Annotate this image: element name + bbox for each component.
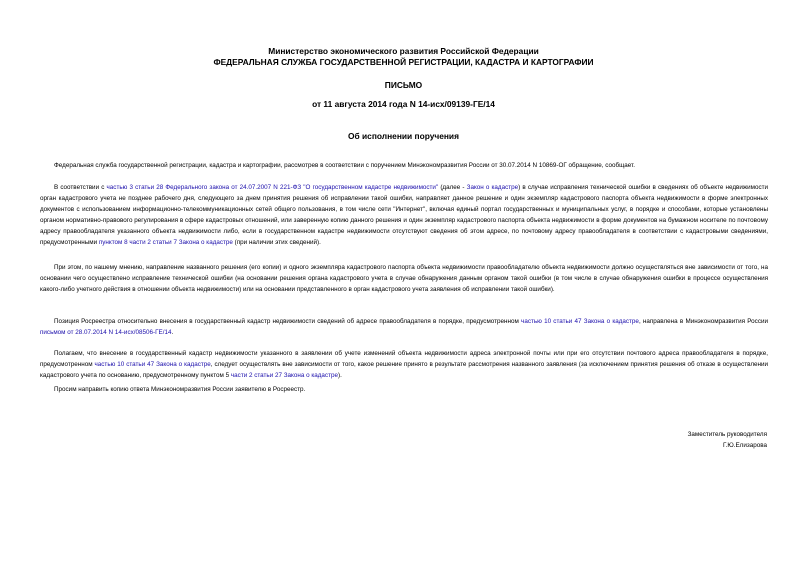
paragraph-request [40,385,768,396]
document-type: ПИСЬМО [384,80,423,90]
law-link-art47[interactable]: частью 10 статьи 47 Закона о кадастре [521,318,639,325]
paragraph-text: , направлена в Минэкономразвития России [638,318,769,325]
paragraph-intro [40,161,768,172]
law-link-art27[interactable]: части 2 статьи 27 Закона о кадастре [230,371,338,379]
document-subject: Об исполнении поручения [348,131,459,141]
signatory-name: Г.Ю.Елизарова [722,441,767,449]
document-date-number: от 11 августа 2014 года N 14-исх/09139-ГЕ/14 [312,99,495,109]
paragraph-text: Федеральная служба государственной регистрации, кадастра и картографии, рассмотрев в соответствии с поручением Минэкономразвития России от 30.07.2014 N 10869-ОГ обращение, сообщает. [54,162,635,169]
signatory-position: Заместитель руководителя [687,431,767,438]
paragraph-opinion [40,263,768,296]
paragraph-text: Позиция Росреестра относительно внесения в государственный кадастр недвижимости сведений об адресе правообладателя в порядке, предусмотренном [54,318,522,325]
paragraph-text: ). [337,371,342,379]
law-link-cadastre-law[interactable]: Закон о кадастре [466,184,519,191]
paragraph-text: Полагаем, что внесение в государственный кадастр недвижимости указанного в заявлении об учете изменений объекта недвижимости адреса электронной почты или при его отсутствии почтового адреса правообладателя в порядке, предусмотренном [40,350,768,368]
law-link-art7[interactable]: пунктом 8 части 2 статьи 7 Закона о кадастре [98,238,233,246]
paragraph-position [40,317,768,339]
paragraph-text: . [171,328,174,336]
paragraph-technical-error [40,183,768,248]
paragraph-text: (при наличии этих сведений). [232,238,321,246]
signature-block [688,430,767,451]
paragraph-text: В соответствии с [54,184,107,191]
ministry-heading: Министерство экономического развития Российской Федерации [268,46,539,56]
law-link-art28[interactable]: частью 3 статьи 28 Федерального закона от 24.07.2007 N 221-ФЗ "О государственном кадастре недвижимости" [106,184,439,191]
agency-heading: ФЕДЕРАЛЬНАЯ СЛУЖБА ГОСУДАРСТВЕННОЙ РЕГИСТРАЦИИ, КАДАСТРА И КАРТОГРАФИИ [213,57,594,67]
law-link-art47[interactable]: частью 10 статьи 47 Закона о кадастре [94,360,211,368]
paragraph-text: , следует осуществлять вне зависимости от того, какое решение принято в результате рассмотрения названного заявления (за исключением принятия решения об отказе в осуществлении кадастрового учета по основанию, предусмотренному пунктом 5 [40,360,769,379]
letter-link[interactable]: письмом от 28.07.2014 N 14-исх/08506-ГЕ/14 [40,328,172,336]
paragraph-text: (далее - [438,184,467,191]
paragraph-text: ) в случае исправления технической ошибки в сведениях об объекте недвижимости орган кадастрового учета не позднее рабочего дня, следующего за днем принятия решения об исправлении такой ошибки, направляет данное решение и один экземпляр кадастрового паспорта объекта недвижимости в форме электронных документов с использованием информационно-телекоммуникационных сетей общего пользования, в том числе сети "Интернет", включая единый портал государственных и муниципальных услуг, в порядке и способами, которые установлены органом нормативно-правового регулирования в сфере кадастровых отношений, или заверенную копию данного решения и один экземпляр кадастрового паспорта объекта недвижимости в форме документов на бумажном носителе по почтовому адресу правообладателя указанного объекта недвижимости либо, если в государственном кадастре недвижимости отсутствуют сведения об этом адресе, по почтовому адресу правообладателя в соответствии с кадастровыми сведениями, предусмотренными [40,184,769,246]
paragraph-text: При этом, по нашему мнению, направление названного решения (его копии) и одного экземпляра кадастрового паспорта объекта недвижимости правообладателю объекта недвижимости должно осуществляться вне зависимости от того, на основании чего осуществлено исправление технической ошибки (на основании решения органа кадастрового учета в случае обнаружения данным органом такой ошибки (в том числе в случае обнаружения ошибки в процессе осуществления какого-либо учетного действия в отношении объекта недвижимости) или на основании представленного в орган кадастрового учета заявления об исправлении такой ошибки). [40,264,768,293]
paragraph-proposal [40,349,768,382]
paragraph-text: Просим направить копию ответа Минэкономразвития России заявителю в Росреестр. [54,386,306,393]
